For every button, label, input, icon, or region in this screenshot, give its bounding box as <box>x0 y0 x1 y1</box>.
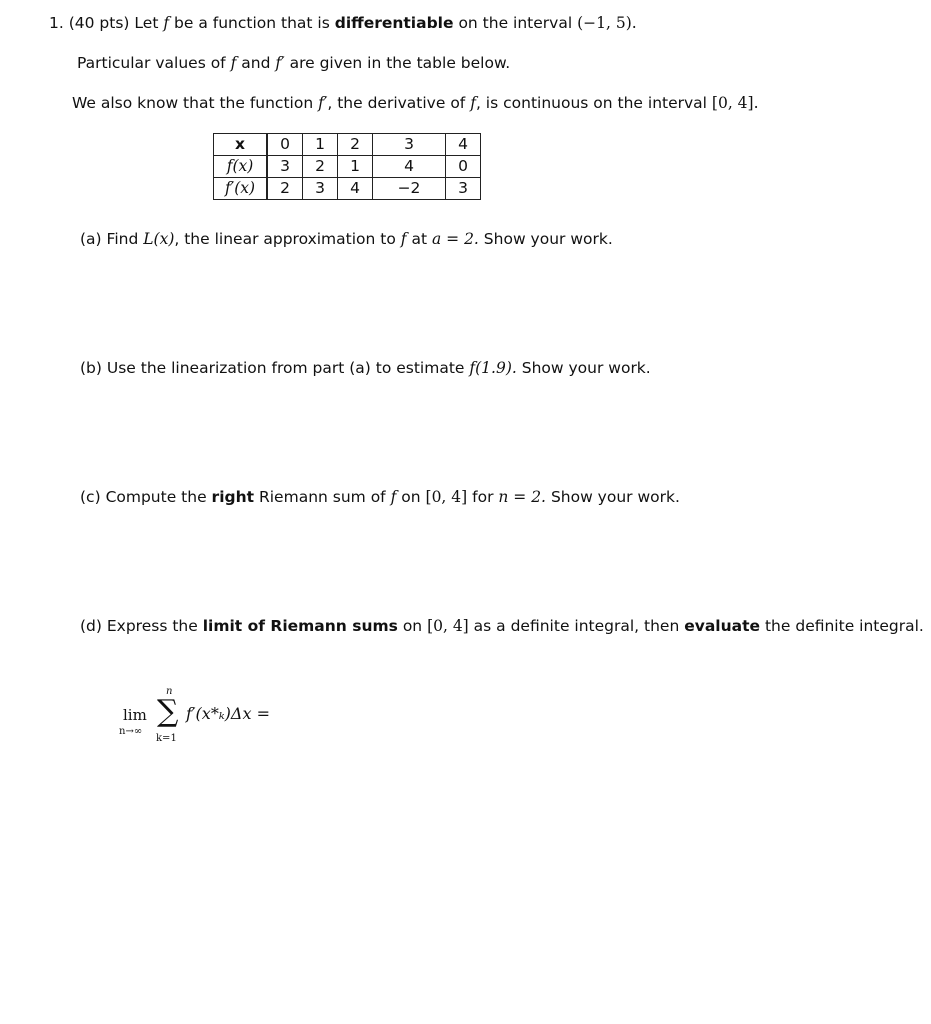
text: for <box>472 488 494 506</box>
table-cell: 3 <box>267 156 303 178</box>
part-d <box>80 617 924 635</box>
text: Find <box>106 230 139 248</box>
text: , the derivative of <box>327 94 466 112</box>
text: , the linear approximation to <box>174 230 396 248</box>
text: Compute the <box>105 488 207 506</box>
math-f: f <box>230 54 237 72</box>
part-label: (d) <box>80 617 102 635</box>
lim-subscript: n→∞ <box>119 726 143 737</box>
continuity-statement <box>72 94 759 112</box>
text: Show your work. <box>521 359 651 377</box>
math-expr: f(1.9). <box>469 359 517 377</box>
table-header-row <box>214 134 481 156</box>
part-c <box>80 488 680 506</box>
problem-points: (40 pts) <box>68 14 130 32</box>
table-row <box>214 156 481 178</box>
text: Express the <box>106 617 198 635</box>
math-f: f <box>163 14 170 32</box>
math-f: f <box>400 230 407 248</box>
bold-text: limit of Riemann sums <box>202 617 398 635</box>
bold-text: differentiable <box>334 14 454 32</box>
part-label: (c) <box>80 488 101 506</box>
text: , is continuous on the interval <box>475 94 707 112</box>
text: Let <box>134 14 159 32</box>
table-header-cell: 2 <box>338 134 373 156</box>
table-cell: 2 <box>303 156 338 178</box>
table-intro <box>77 54 510 72</box>
sum-lower-bound: k=1 <box>156 733 177 744</box>
lim-word: lim <box>123 706 147 724</box>
summand: f′(x*ₖ)Δx = <box>186 704 270 723</box>
table-cell: 1 <box>338 156 373 178</box>
table-cell: 4 <box>373 156 446 178</box>
text: as a definite integral, then <box>473 617 680 635</box>
math-f: f <box>470 94 476 112</box>
text: We also know that the function <box>72 94 314 112</box>
math-fprime: f′ <box>275 54 285 72</box>
problem-number: 1. <box>49 14 64 32</box>
table-cell: 3 <box>446 178 481 200</box>
table-header-cell: 3 <box>373 134 446 156</box>
bold-text: evaluate <box>684 617 761 635</box>
table-cell: 3 <box>303 178 338 200</box>
text: Particular values of <box>77 54 226 72</box>
math-interval: [0, 4] <box>427 617 469 635</box>
table-row <box>214 178 481 200</box>
math-eq: a = 2. <box>431 230 479 248</box>
text: at <box>411 230 428 248</box>
table-header-x: x <box>214 134 268 156</box>
table-header-cell: 0 <box>267 134 303 156</box>
table-header-cell: 4 <box>446 134 481 156</box>
table-cell: 4 <box>338 178 373 200</box>
math-eq: n = 2. <box>498 488 546 506</box>
table-cell: 2 <box>267 178 303 200</box>
text: the definite integral. <box>764 617 924 635</box>
text: Use the linearization from part (a) to estimate <box>106 359 465 377</box>
limit-of-riemann-sum-expression <box>116 686 306 750</box>
text: on the interval <box>458 14 573 32</box>
math-Lx: L(x) <box>143 230 175 248</box>
sum-upper-bound: n <box>166 686 173 697</box>
text: Show your work. <box>550 488 680 506</box>
problem-statement <box>49 14 637 32</box>
part-label: (b) <box>80 359 102 377</box>
part-b <box>80 359 651 377</box>
text: be a function that is <box>174 14 330 32</box>
sigma-symbol: ∑ <box>157 694 179 729</box>
table-cell: −2 <box>373 178 446 200</box>
text: are given in the table below. <box>289 54 511 72</box>
bold-text: right <box>211 488 255 506</box>
math-interval: [0, 4] <box>425 488 468 506</box>
text: and <box>241 54 271 72</box>
text: on <box>401 488 421 506</box>
table-row-label: f′(x) <box>214 178 268 200</box>
table-cell: 0 <box>446 156 481 178</box>
values-table <box>213 133 481 200</box>
math-fprime: f′ <box>318 94 328 112</box>
text: on <box>402 617 423 635</box>
text: Riemann sum of <box>258 488 386 506</box>
text: Show your work. <box>483 230 613 248</box>
part-a <box>80 230 613 248</box>
math-f: f <box>390 488 397 506</box>
part-label: (a) <box>80 230 102 248</box>
table-row-label: f(x) <box>214 156 268 178</box>
math-interval: (−1, 5). <box>577 14 637 32</box>
table-header-cell: 1 <box>303 134 338 156</box>
math-interval: [0, 4]. <box>711 94 759 112</box>
